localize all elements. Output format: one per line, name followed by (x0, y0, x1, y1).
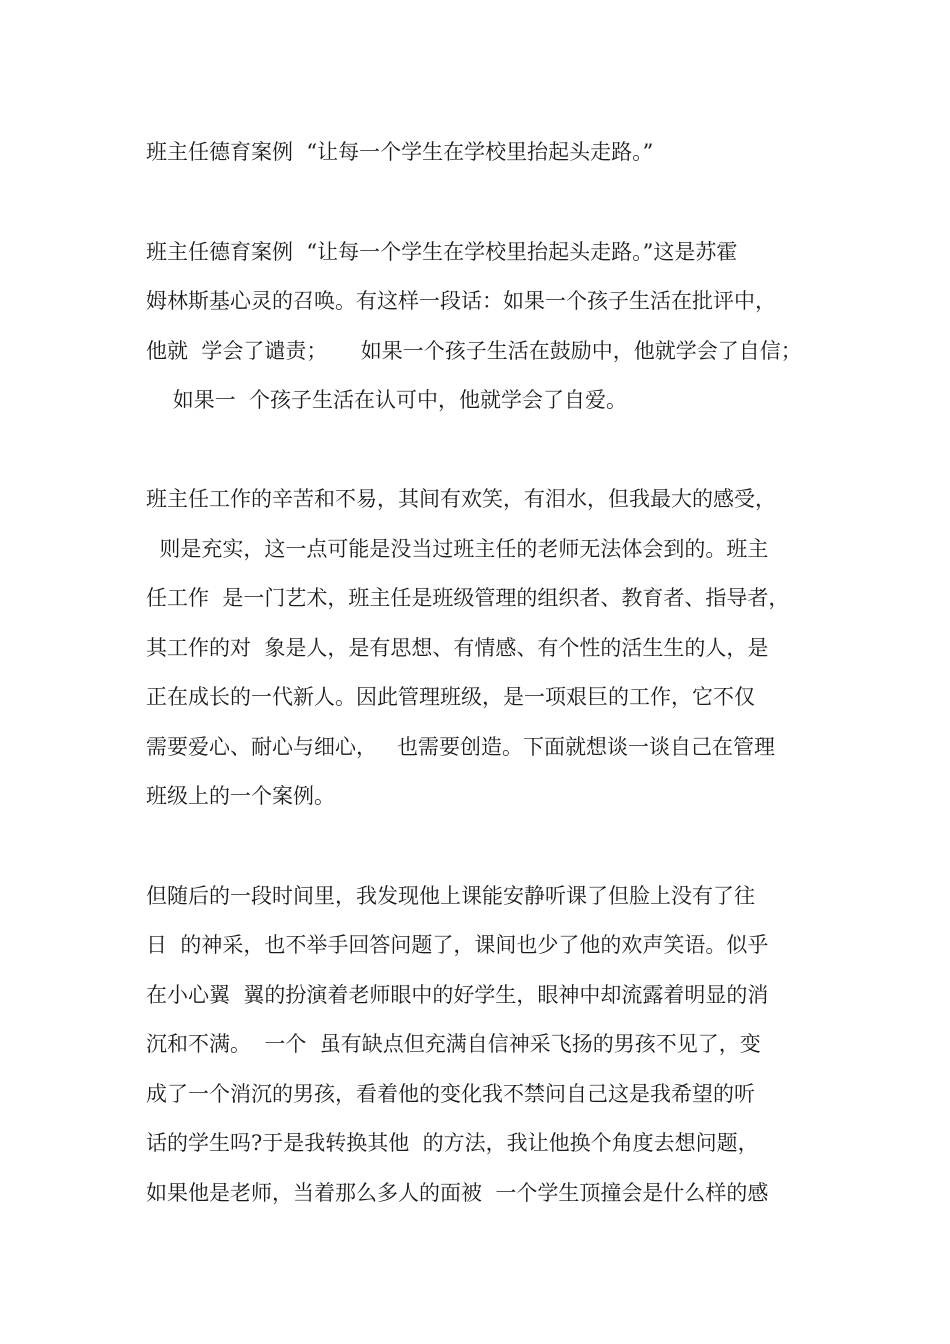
paragraph-1-line-2: 姆林斯基心灵的召唤。有这样一段话：如果一个孩子生活在批评中， (146, 289, 776, 313)
paragraph-3-line-7: 如果他是老师，当着那么多人的面被 一个学生顶撞会是什么样的感 (146, 1181, 769, 1205)
paragraph-1-line-1: 班主任德育案例 “让每一个学生在学校里抬起头走路。”这是苏霍 (146, 240, 738, 264)
paragraph-2-line-2: 则是充实，这一点可能是没当过班主任的老师无法体会到的。班主 (146, 537, 769, 561)
document-title: 班主任德育案例 “让每一个学生在学校里抬起头走路。” (146, 140, 654, 164)
paragraph-2-line-4: 其工作的对 象是人，是有思想、有情感、有个性的活生生的人，是 (146, 636, 769, 660)
paragraph-3-line-4: 沉和不满。 一个 虽有缺点但充满自信神采飞扬的男孩不见了，变 (146, 1032, 761, 1056)
paragraph-3-line-1: 但随后的一段时间里，我发现他上课能安静听课了但脸上没有了往 (146, 884, 755, 908)
paragraph-1-line-3: 他就 学会了谴责； 如果一个孩子生活在鼓励中，他就学会了自信； (146, 339, 802, 363)
paragraph-2-line-7: 班级上的一个案例。 (146, 784, 335, 808)
paragraph-3-line-3: 在小心翼 翼的扮演着老师眼中的好学生，眼神中却流露着明显的消 (146, 983, 769, 1007)
paragraph-2-line-3: 任工作 是一门艺术，班主任是班级管理的组织者、教育者、指导者， (146, 586, 790, 610)
paragraph-1-line-4: 如果一 个孩子生活在认可中，他就学会了自爱。 (146, 388, 628, 412)
paragraph-2-line-5: 正在成长的一代新人。因此管理班级，是一项艰巨的工作，它不仅 (146, 685, 755, 709)
paragraph-3-line-5: 成了一个消沉的男孩，看着他的变化我不禁问自己这是我希望的听 (146, 1082, 755, 1106)
paragraph-3-line-2: 日 的神采，也不举手回答问题了，课间也少了他的欢声笑语。似乎 (146, 933, 769, 957)
paragraph-3-line-6: 话的学生吗?于是我转换其他 的方法，我让他换个角度去想问题， (146, 1131, 759, 1155)
paragraph-2-line-6: 需要爱心、耐心与细心， 也需要创造。下面就想谈一谈自己在管理 (146, 735, 776, 759)
paragraph-2-line-1: 班主任工作的辛苦和不易，其间有欢笑，有泪水，但我最大的感受， (146, 487, 776, 511)
